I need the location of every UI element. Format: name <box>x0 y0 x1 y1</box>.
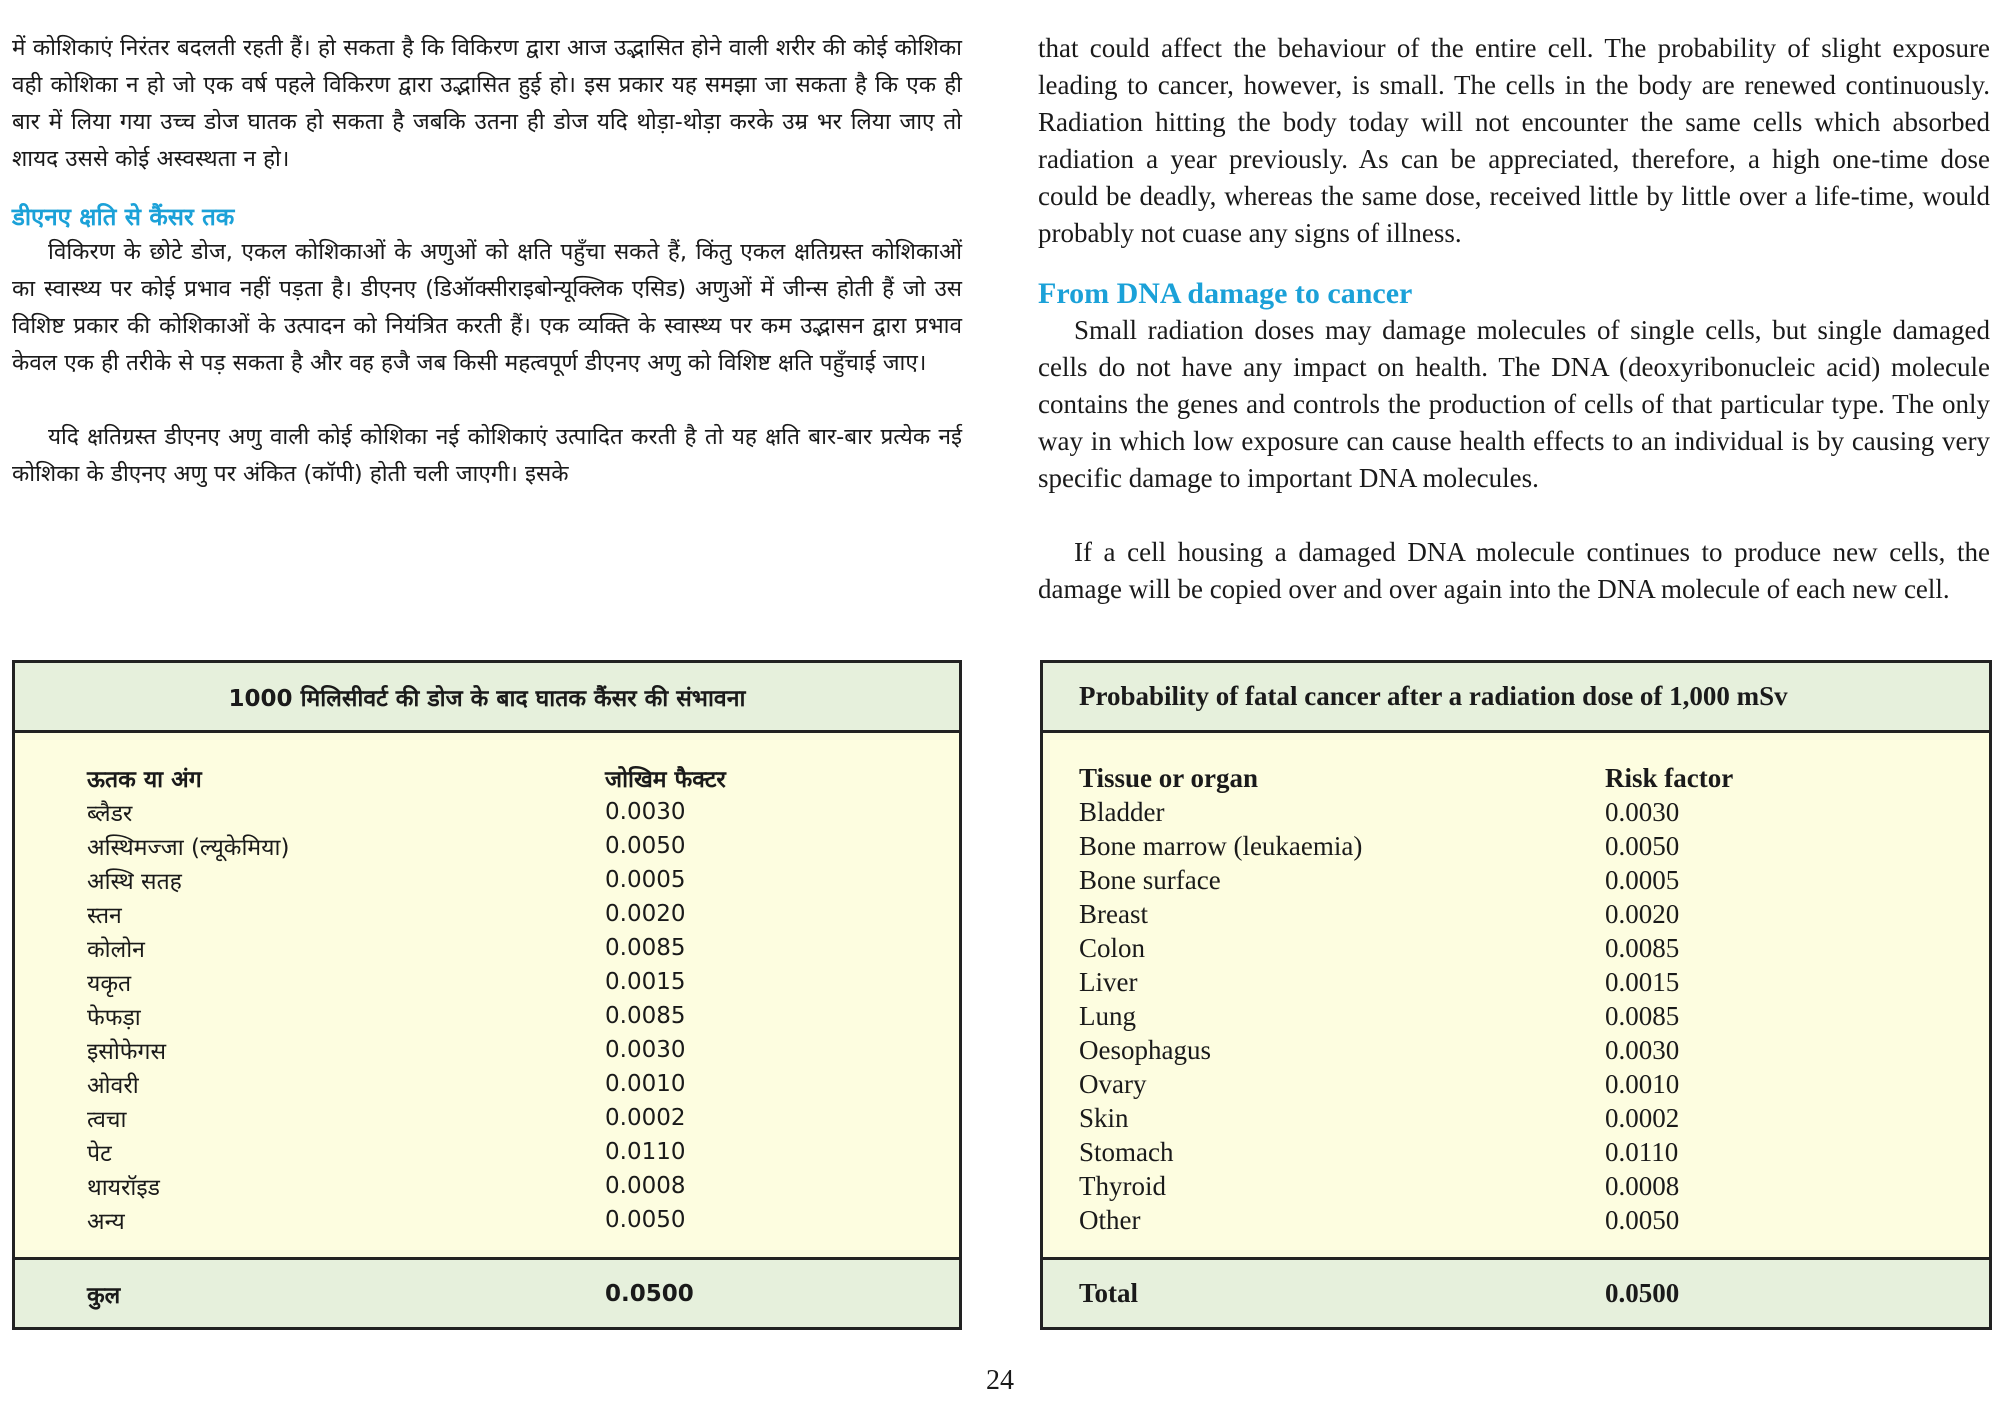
table-row <box>15 1135 959 1169</box>
column-header-risk: जोखिम फैक्टर <box>605 767 726 793</box>
hindi-text-column <box>12 30 962 493</box>
risk-cell: 0.0002 <box>1605 1102 1680 1133</box>
risk-cell: 0.0002 <box>605 1105 686 1131</box>
english-paragraph-3: If a cell housing a damaged DNA molecule continues to produce new cells, the damage will be copied over and over again into the DNA molecule of each new cell. <box>1038 537 1990 604</box>
table-row <box>15 965 959 999</box>
english-paragraph-1: that could affect the behaviour of the entire cell. The probability of slight exposure leading to cancer, however, is small. The cells in the body are renewed continuously. Radiation hitting the body today will not encounter the same cells which absorbed radiation a year previously. As can be appreciated, therefore, a high one-time dose could be deadly, whereas the same dose, received little by little over a life-time, would probably not cuase any signs of illness. <box>1038 33 1990 248</box>
hindi-risk-table <box>12 660 962 1330</box>
table-row <box>15 1067 959 1101</box>
hindi-section-heading: डीएनए क्षति से कैंसर तक <box>12 203 235 231</box>
table-row <box>1043 795 1989 829</box>
risk-cell: 0.0008 <box>605 1173 686 1199</box>
table-row <box>1043 829 1989 863</box>
risk-cell: 0.0110 <box>605 1139 686 1165</box>
paragraph-gap <box>12 382 962 419</box>
risk-cell: 0.0010 <box>1605 1068 1680 1099</box>
risk-cell: 0.0050 <box>1605 830 1680 861</box>
table-row <box>1043 965 1989 999</box>
tissue-cell: Colon <box>1079 932 1146 963</box>
table-row <box>1043 931 1989 965</box>
tissue-cell: कोलोन <box>87 937 145 963</box>
tissue-cell: Skin <box>1079 1102 1129 1133</box>
english-section-heading: From DNA damage to cancer <box>1038 277 1413 310</box>
tissue-cell: थायरॉइड <box>87 1175 160 1201</box>
table-row <box>15 897 959 931</box>
risk-cell: 0.0030 <box>605 1037 686 1063</box>
table-row <box>15 1101 959 1135</box>
table-title: Probability of fatal cancer after a radiation dose of 1,000 mSv <box>1043 663 1989 733</box>
table-row <box>15 795 959 829</box>
tissue-cell: ब्लैडर <box>87 801 133 827</box>
risk-cell: 0.0085 <box>605 1003 686 1029</box>
table-body <box>15 761 959 1237</box>
column-header-tissue: ऊतक या अंग <box>87 767 202 793</box>
english-risk-table <box>1040 660 1992 1330</box>
risk-cell: 0.0008 <box>1605 1170 1680 1201</box>
total-value: 0.0500 <box>1605 1278 1680 1308</box>
risk-cell: 0.0010 <box>605 1071 686 1097</box>
table-row <box>1043 1033 1989 1067</box>
table-column-header-row <box>15 761 959 795</box>
risk-cell: 0.0030 <box>1605 1034 1680 1065</box>
risk-cell: 0.0015 <box>605 969 686 995</box>
tissue-cell: यकृत <box>87 971 132 997</box>
table-row <box>15 829 959 863</box>
tissue-cell: अस्थि सतह <box>87 869 182 895</box>
table-column-header-row <box>1043 761 1989 795</box>
table-row <box>15 1203 959 1237</box>
total-label: Total <box>1079 1278 1139 1308</box>
page-number: 24 <box>986 1365 1014 1396</box>
table-row <box>1043 999 1989 1033</box>
table-row <box>1043 1101 1989 1135</box>
paragraph-gap <box>1038 497 1990 534</box>
hindi-paragraph-2: विकिरण के छोटे डोज, एकल कोशिकाओं के अणुओं को क्षति पहुँचा सकते हैं, किंतु एकल क्षतिग्रस्त कोशिकाओं का स्वास्थ्य पर कोई प्रभाव नहीं पड़ता है। डीएनए (डिऑक्सीराइबोन्यूक्लिक एसिड) अणुओं में जीन्स होती हैं जो उस विशिष्ट प्रकार की कोशिकाओं के उत्पादन को नियंत्रित करती हैं। एक व्यक्ति के स्वास्थ्य पर कम उद्भासन द्वारा प्रभाव केवल एक ही तरीके से पड़ सकता है और वह हजै जब किसी महत्वपूर्ण डीएनए अणु को विशिष्ट क्षति पहुँचाई जाए। <box>12 239 962 376</box>
hindi-paragraph-1: में कोशिकाएं निरंतर बदलती रहती हैं। हो सकता है कि विकिरण द्वारा आज उद्भासित होने वाली शरीर की कोई कोशिका वही कोशिका न हो जो एक वर्ष पहले विकिरण द्वारा उद्भासित हुई हो। इस प्रकार यह समझा जा सकता है कि एक ही बार में लिया गया उच्च डोज घातक हो सकता है जबकि उतना ही डोज यदि थोड़ा-थोड़ा करके उम्र भर लिया जाए तो शायद उससे कोई अस्वस्थता न हो। <box>12 35 962 172</box>
tissue-cell: Liver <box>1079 966 1138 997</box>
english-text-column <box>1038 30 1990 608</box>
tissue-cell: अन्य <box>87 1209 125 1235</box>
tissue-cell: इसोफेगस <box>87 1039 167 1065</box>
risk-cell: 0.0005 <box>605 867 686 893</box>
table-row <box>15 1169 959 1203</box>
tissue-cell: फेफड़ा <box>87 1005 141 1031</box>
risk-cell: 0.0005 <box>1605 864 1680 895</box>
table-row <box>1043 1169 1989 1203</box>
tissue-cell: Thyroid <box>1079 1170 1166 1201</box>
total-value: 0.0500 <box>605 1280 694 1307</box>
risk-cell: 0.0110 <box>1605 1136 1679 1167</box>
table-total-row <box>15 1257 959 1327</box>
tissue-cell: Stomach <box>1079 1136 1174 1167</box>
tissue-cell: Bladder <box>1079 796 1165 827</box>
tissue-cell: Oesophagus <box>1079 1034 1211 1065</box>
table-row <box>1043 1067 1989 1101</box>
tissue-cell: Ovary <box>1079 1068 1147 1099</box>
tissue-cell: ओवरी <box>87 1073 139 1099</box>
tissue-cell: पेट <box>87 1141 112 1167</box>
tissue-cell: Bone marrow (leukaemia) <box>1079 830 1363 861</box>
risk-cell: 0.0030 <box>605 799 686 825</box>
table-title: 1000 मिलिसीवर्ट की डोज के बाद घातक कैंसर की संभावना <box>15 663 959 733</box>
tissue-cell: त्वचा <box>87 1107 127 1133</box>
hindi-paragraph-3: यदि क्षतिग्रस्त डीएनए अणु वाली कोई कोशिका नई कोशिकाएं उत्पादित करती है तो यह क्षति बार-बार प्रत्येक नई कोशिका के डीएनए अणु पर अंकित (कॉपी) होती चली जाएगी। इसके <box>12 424 962 487</box>
risk-cell: 0.0050 <box>605 1207 686 1233</box>
risk-cell: 0.0015 <box>1605 966 1680 997</box>
table-total-row <box>1043 1257 1989 1327</box>
tissue-cell: Lung <box>1079 1000 1136 1031</box>
risk-cell: 0.0030 <box>1605 796 1680 827</box>
tissue-cell: स्तन <box>87 903 122 929</box>
column-header-risk: Risk factor <box>1605 762 1734 793</box>
risk-cell: 0.0085 <box>605 935 686 961</box>
risk-cell: 0.0020 <box>605 901 686 927</box>
table-row <box>1043 1203 1989 1237</box>
tissue-cell: Bone surface <box>1079 864 1221 895</box>
table-row <box>15 999 959 1033</box>
total-label: कुल <box>87 1282 121 1309</box>
table-row <box>15 931 959 965</box>
table-row <box>15 863 959 897</box>
english-paragraph-2: Small radiation doses may damage molecules of single cells, but single damaged cells do not have any impact on health. The DNA (deoxyribonucleic acid) molecule contains the genes and controls the production of cells of that particular type. The only way in which low exposure can cause health effects to an individual is by causing very specific damage to important DNA molecules. <box>1038 315 1990 493</box>
tissue-cell: Other <box>1079 1204 1141 1235</box>
risk-cell: 0.0050 <box>605 833 686 859</box>
tissue-cell: अस्थिमज्जा (ल्यूकेमिया) <box>87 835 290 861</box>
table-body <box>1043 761 1989 1237</box>
risk-cell: 0.0020 <box>1605 898 1680 929</box>
table-row <box>1043 897 1989 931</box>
table-row <box>1043 863 1989 897</box>
risk-cell: 0.0050 <box>1605 1204 1680 1235</box>
tissue-cell: Breast <box>1079 898 1148 929</box>
risk-cell: 0.0085 <box>1605 1000 1680 1031</box>
risk-cell: 0.0085 <box>1605 932 1680 963</box>
table-row <box>1043 1135 1989 1169</box>
column-header-tissue: Tissue or organ <box>1079 762 1259 793</box>
table-row <box>15 1033 959 1067</box>
